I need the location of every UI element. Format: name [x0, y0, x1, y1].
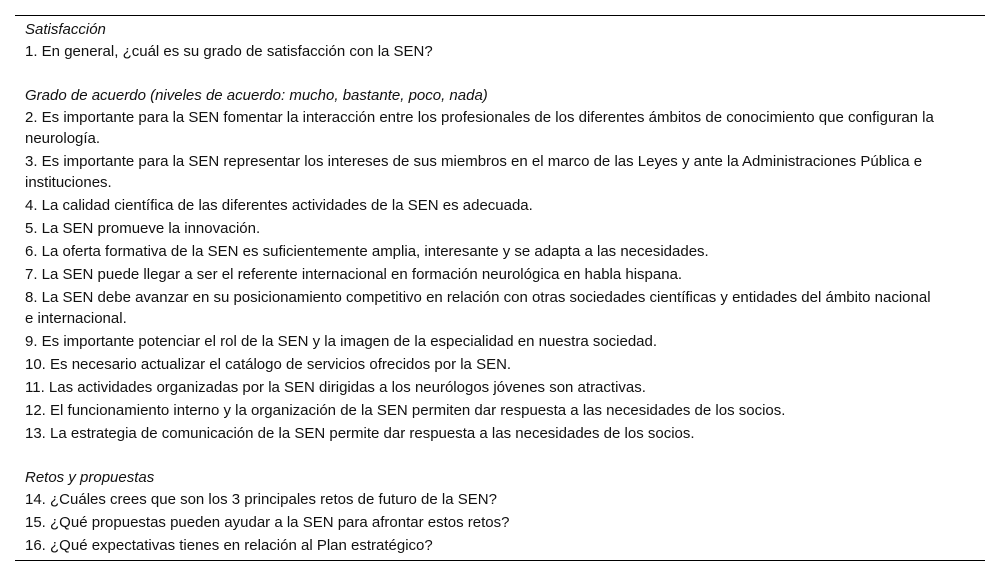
question-item: 8. La SEN debe avanzar en su posicionamiento competitivo en relación con otras sociedades científicas y entidades del ámbito nacional e internacional. [25, 289, 931, 327]
question-item: 6. La oferta formativa de la SEN es suficientemente amplia, interesante y se adapta a las necesidades. [25, 243, 709, 260]
question-item: 4. La calidad científica de las diferentes actividades de la SEN es adecuada. [25, 197, 533, 214]
section-grado-de-acuerdo [15, 85, 985, 444]
question-item: 9. Es importante potenciar el rol de la SEN y la imagen de la especialidad en nuestra sociedad. [25, 333, 658, 350]
question-item: 16. ¿Qué expectativas tienes en relación al Plan estratégico? [25, 537, 433, 554]
question-item: 2. Es importante para la SEN fomentar la interacción entre los profesionales de los diferentes ámbitos de conocimiento que configuran la neurología. [25, 109, 934, 147]
section-title: Retos y propuestas [25, 469, 155, 486]
question-item: 13. La estrategia de comunicación de la SEN permite dar respuesta a las necesidades de los socios. [25, 425, 695, 442]
question-item: 1. En general, ¿cuál es su grado de satisfacción con la SEN? [25, 43, 433, 60]
question-item: 14. ¿Cuáles crees que son los 3 principales retos de futuro de la SEN? [25, 491, 497, 508]
question-item: 5. La SEN promueve la innovación. [25, 220, 261, 237]
question-item: 10. Es necesario actualizar el catálogo de servicios ofrecidos por la SEN. [25, 356, 512, 373]
section-satisfaccion [15, 19, 985, 62]
question-item: 11. Las actividades organizadas por la SEN dirigidas a los neurólogos jóvenes son atractivas. [25, 379, 646, 396]
question-item: 12. El funcionamiento interno y la organización de la SEN permiten dar respuesta a las necesidades de los socios. [25, 402, 786, 419]
section-retos-y-propuestas [15, 467, 985, 556]
survey-questions-table [15, 15, 985, 561]
question-item: 3. Es importante para la SEN representar los intereses de sus miembros en el marco de las Leyes y ante la Administraciones Pública e instituciones. [25, 153, 923, 191]
question-item: 15. ¿Qué propuestas pueden ayudar a la SEN para afrontar estos retos? [25, 514, 510, 531]
question-item: 7. La SEN puede llegar a ser el referente internacional en formación neurológica en habla hispana. [25, 266, 683, 283]
section-title: Grado de acuerdo (niveles de acuerdo: mucho, bastante, poco, nada) [25, 87, 488, 104]
section-title: Satisfacción [25, 21, 106, 38]
